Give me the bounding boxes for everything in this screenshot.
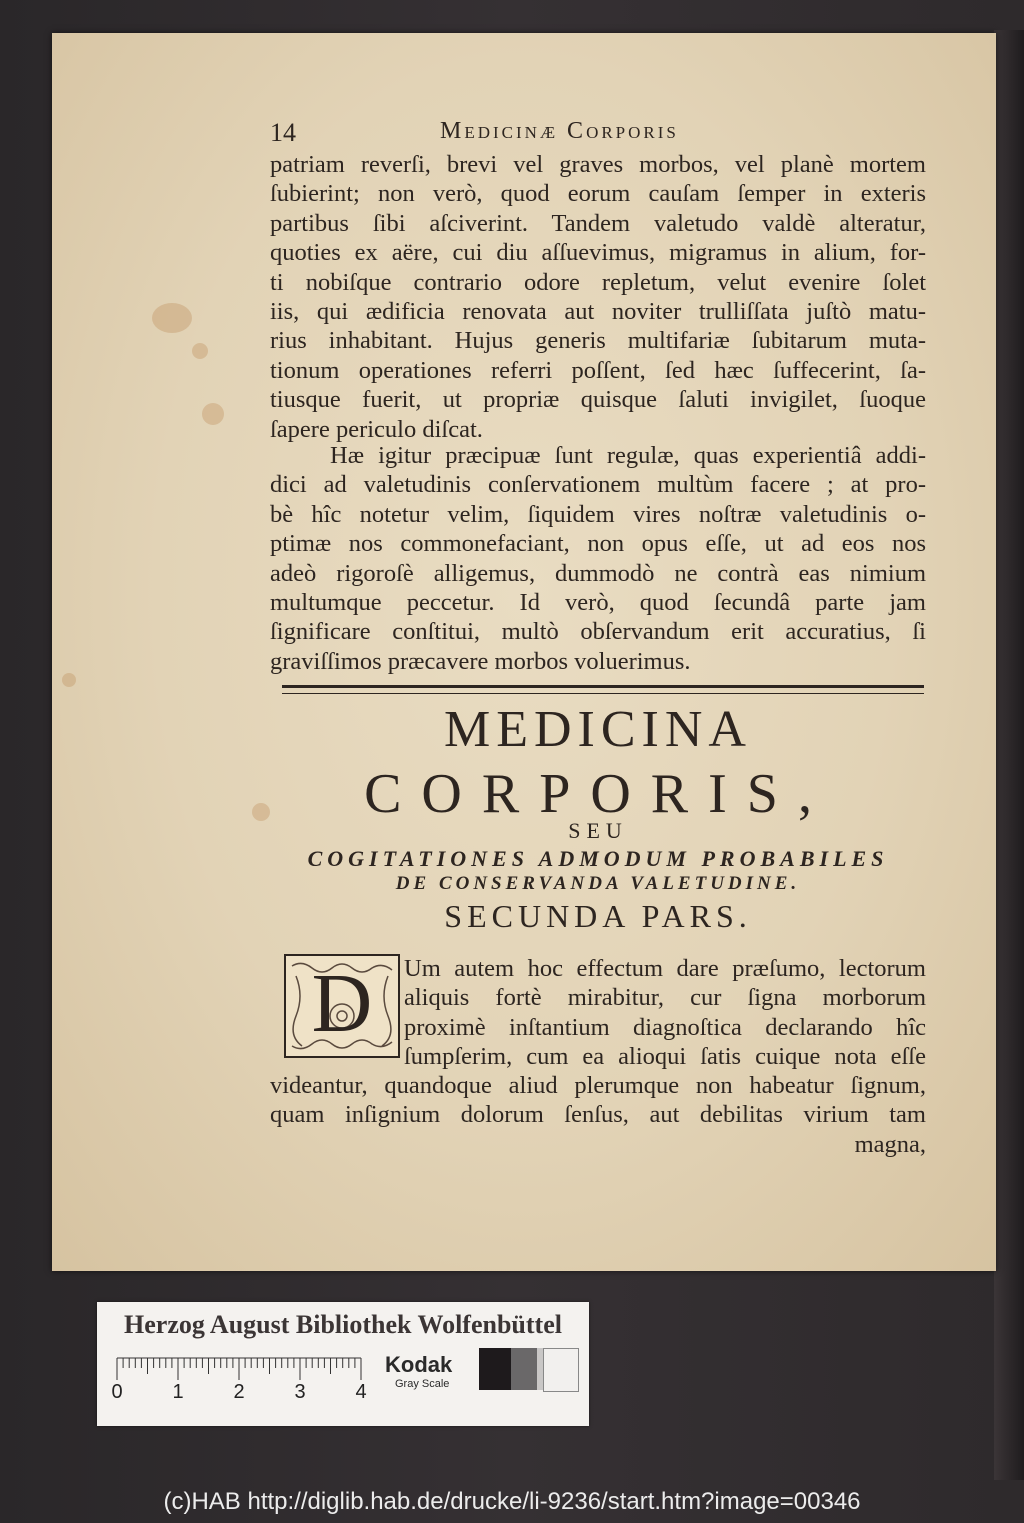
running-head: Medicinæ Corporis xyxy=(440,118,679,144)
foxing-stain xyxy=(62,673,76,687)
section-full-lines xyxy=(270,1071,926,1130)
text-line: ti nobiſque contrario odore repletum, velut evenire ſolet xyxy=(270,268,926,296)
book-edge xyxy=(994,30,1024,1480)
library-color-card xyxy=(97,1302,589,1426)
text-line: adeò rigoroſè alligemus, dummodò ne contrà eas nimium xyxy=(270,559,926,587)
text-line: Um autem hoc effectum dare præſumo, lectorum xyxy=(404,955,926,982)
ruler-label: 4 xyxy=(355,1381,367,1403)
section-indented-lines xyxy=(404,954,926,1072)
gray-patch-white xyxy=(543,1348,579,1392)
text-line: videantur, quandoque aliud plerumque non habeatur ſignum, xyxy=(270,1072,926,1099)
ruler-label: 3 xyxy=(294,1381,306,1403)
foxing-stain xyxy=(252,803,270,821)
subtitle-de-conservanda: DE CONSERVANDA VALETUDINE. xyxy=(395,873,801,894)
text-line: ſignificare conſtitui, multò obſervandum erit accuratius, ſi xyxy=(270,618,926,646)
text-line: ſapere periculo diſcat. xyxy=(270,415,483,443)
catchword: magna, xyxy=(854,1131,926,1158)
page-number: 14 xyxy=(270,118,296,147)
title-corporis: CORPORIS, xyxy=(364,763,832,825)
text-line: proximè inſtantium diagnoſtica declarando hîc xyxy=(404,1013,926,1041)
foxing-stain xyxy=(152,303,192,333)
copyright-footer: (c)HAB http://diglib.hab.de/drucke/li-9236/start.htm?image=00346 xyxy=(163,1488,861,1515)
title-medicina: MEDICINA xyxy=(444,701,752,758)
section-heading: SECUNDA PARS. xyxy=(444,898,752,934)
text-line: patriam reverſi, brevi vel graves morbos, vel planè mortem xyxy=(270,151,926,178)
text-line: ptimæ nos commonefaciant, non opus eſſe, ut ad eos nos xyxy=(270,530,926,558)
foxing-stain xyxy=(192,343,208,359)
ruler-label: 2 xyxy=(233,1381,245,1403)
ruler-label: 1 xyxy=(172,1381,184,1403)
initial-letter: D xyxy=(311,957,373,1050)
title-seu: SEU xyxy=(568,818,628,843)
text-line: ſumpſerim, cum ea alioqui ſatis cuique nota eſſe xyxy=(404,1043,926,1071)
subtitle-cogitationes: COGITATIONES ADMODUM PROBABILES xyxy=(307,846,889,871)
text-line: bè hîc notetur velim, ſiquidem vires noſtræ valetudinis o- xyxy=(270,500,926,528)
text-line: quam inſignium dolorum ſenſus, aut debilitas virium tam xyxy=(270,1101,926,1129)
ruler-label: 0 xyxy=(111,1381,123,1403)
text-line: quoties ex aëre, cui diu aſſuevimus, migramus in alium, for- xyxy=(270,239,926,267)
ruler-scale xyxy=(111,1354,367,1403)
text-line: iis, qui ædificia renovata aut noviter trulliſſata juſtò matu- xyxy=(270,297,926,325)
gray-patch-black xyxy=(479,1348,511,1390)
paragraph-1 xyxy=(270,150,926,444)
kodak-logo: Kodak xyxy=(385,1352,453,1377)
text-line: tiusque fuerit, ut propriæ quisque ſaluti invigilet, ſuoque xyxy=(270,386,926,414)
text-line: ſubierint; non verò, quod eorum cauſam ſemper in exteris xyxy=(270,180,926,208)
text-line: graviſſimos præcavere morbos voluerimus. xyxy=(270,647,691,675)
text-line: multumque peccetur. Id verò, quod ſecundâ parte jam xyxy=(270,588,926,616)
paragraph-2 xyxy=(270,441,926,676)
text-line: Hæ igitur præcipuæ ſunt regulæ, quas experientiâ addi- xyxy=(330,442,926,469)
text-line: rius inhabitant. Hujus generis multifariæ ſubitarum muta- xyxy=(270,327,926,355)
text-line: partibus ſibi aſciverint. Tandem valetudo valdè alteratur, xyxy=(270,209,926,237)
foxing-stain xyxy=(202,403,224,425)
section-divider xyxy=(282,685,924,694)
catchword-container xyxy=(270,1130,926,1159)
library-name: Herzog August Bibliothek Wolfenbüttel xyxy=(124,1310,562,1339)
gray-scale-label: Gray Scale xyxy=(395,1378,450,1390)
decorated-initial xyxy=(284,954,400,1058)
page-header xyxy=(270,118,926,148)
text-line: tionum operationes referri poſſent, ſed hæc ſuffecerint, ſa- xyxy=(270,356,926,384)
text-line: dici ad valetudinis conſervationem multùm facere ; at pro- xyxy=(270,471,926,499)
gray-patch-dark xyxy=(511,1348,537,1390)
text-line: aliquis fortè mirabitur, cur ſigna morborum xyxy=(404,984,926,1012)
